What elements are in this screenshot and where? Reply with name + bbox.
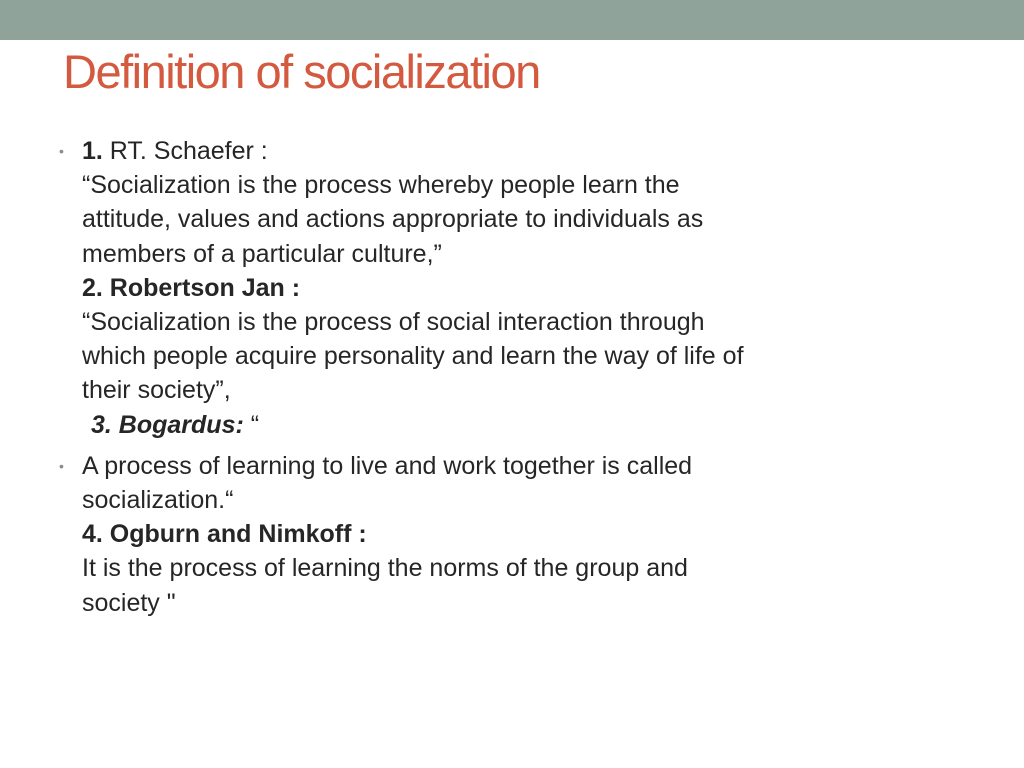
text-line: members of a particular culture,” (82, 239, 442, 268)
slide-content (59, 134, 859, 620)
definition-heading-schaefer (82, 134, 859, 168)
definition-number: 1. (82, 137, 103, 165)
bullet-marker-icon: • (59, 457, 64, 474)
open-quote: “ (243, 410, 260, 439)
text-line: attitude, values and actions appropriate to individuals as (82, 205, 704, 234)
text-line: society " (82, 588, 176, 617)
bullet-item (59, 449, 859, 620)
text-line: their society”, (82, 376, 231, 405)
text-line: “Socialization is the process whereby people learn the (82, 171, 680, 200)
slide-header-bar (0, 0, 1024, 40)
text-line: A process of learning to live and work together is called (82, 451, 693, 480)
text-line: socialization.“ (82, 486, 234, 515)
slide-title: Definition of socialization (63, 45, 540, 98)
text-line: “Socialization is the process of social interaction through (82, 308, 705, 337)
definition-heading-ogburn: 4. Ogburn and Nimkoff : (82, 520, 367, 549)
definition-heading-italic: 3. Bogardus: (91, 410, 244, 439)
text-line: It is the process of learning the norms of the group and (82, 554, 688, 583)
text-line: which people acquire personality and learn the way of life of (82, 342, 744, 371)
bullet-marker-icon: • (59, 143, 64, 159)
definition-heading-robertson: 2. Robertson Jan : (82, 273, 301, 302)
bullet-item (59, 134, 859, 442)
definition-author: RT. Schaefer : (102, 137, 268, 165)
definition-heading-bogardus (82, 408, 859, 442)
